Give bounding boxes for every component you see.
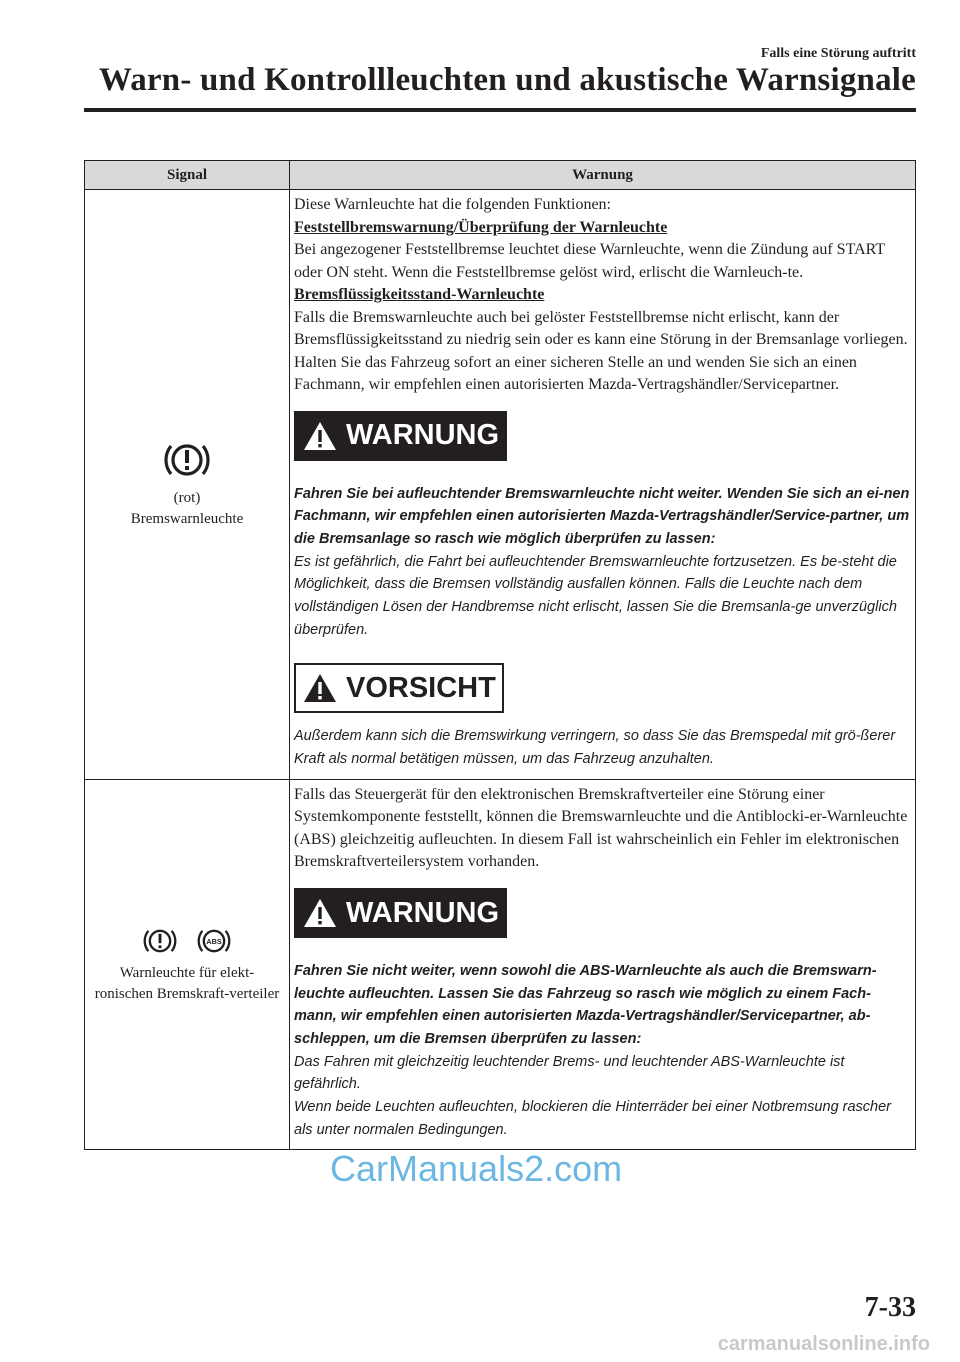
signal-label: Bremswarnleuchte [130,511,244,528]
col-signal-header: Signal [85,161,290,190]
warning-badge-label: WARNUNG [346,896,500,929]
subheading-brake-fluid: Bremsflüssigkeitsstand-Warnleuchte [294,286,545,303]
chapter-title: Warn- und Kontrollleuchten und akustische Warnsignale [98,62,916,98]
signal-label: Warnleuchte für elekt-ronischen Bremskraft-verteiler [94,964,280,1002]
signal-icons [93,925,281,957]
header-rule [84,108,916,112]
warning-detail-text: Es ist gefährlich, die Fahrt bei aufleuchtender Bremswarnleuchte fortzusetzen. Es be-steht die Möglichkeit, dass die Bremsen vollständig ausfallen können. Falls die Leuchte nach dem vollständigen Lösen der Handbremse nicht erlischt, lassen Sie die Bremsanla-ge unverzüglich überprüfen. [294,553,897,638]
brake-fluid-text: Falls die Bremswarnleuchte auch bei gelöster Feststellbremse nicht erlischt, kann der Bremsflüssigkeitsstand zu niedrig sein oder es kann eine Störung in der Bremsanlage vorliegen. Halten Sie das Fahrzeug sofort an einer sicheren Stelle an und wenden Sie sich an einen Fachmann, wir empfehlen einen autorisierten Mazda-Vertragshändler/Servicepartner. [294,308,908,393]
intro-text: Diese Warnleuchte hat die folgenden Funktionen: [294,196,611,213]
warning-badge [294,888,507,938]
abs-warning-icon [194,925,234,957]
warning-triangle-icon [302,897,338,929]
watermark-logo: CarManuals2.com [330,1148,623,1189]
caution-text: Außerdem kann sich die Bremswirkung verringern, so dass Sie das Bremspedal mit grö-ßerer Kraft als normal betätigen müssen, um das Fahrzeug anzuhalten. [294,728,896,768]
table-header-row [85,161,916,190]
warning-bold-text: Fahren Sie bei aufleuchtender Bremswarnleuchte nicht weiter. Wenden Sie sich an ei-nen Fachmann, wir empfehlen einen autorisierten Mazda-Vertragshändler/Service-partner, um die Bremsanlage so rasch wie möglich überprüfen zu lassen: [294,485,910,547]
intro-text: Falls das Steuergerät für den elektronischen Bremskraftverteiler eine Störung einer Systemkomponente feststellt, können die Bremswarnleuchte und die Antiblocki-er-Warnleuchte (ABS) gleichzeitig aufleuchten. In diesem Fall ist wahrscheinlich ein Fehler im elektronischen Bremskraftverteilersystem vorhanden. [294,785,908,871]
table-row [85,779,916,1150]
caution-triangle-icon [302,672,338,704]
warning-triangle-icon [302,420,338,452]
subheading-parking-brake: Feststellbremswarnung/Überprüfung der Warnleuchte [294,218,668,236]
section-title: Falls eine Störung auftritt [760,46,916,61]
signal-cell [85,779,290,1150]
warning-cell [290,779,916,1150]
parking-brake-text: Bei angezogener Feststellbremse leuchtet diese Warnleuchte, wenn die Zündung auf START oder ON steht. Wenn die Feststellbremse gelöst wird, erlischt die Warnleuch-te. [294,241,885,281]
signal-icons [93,438,281,482]
warning-badge-label: WARNUNG [346,419,500,452]
warning-detail-text-2: Wenn beide Leuchten aufleuchten, blockieren die Hinterräder bei einer Notbremsung rascher als unter normalen Bedingungen. [294,1099,892,1138]
table-row [85,190,916,780]
abs-icon-text: ABS [206,936,222,946]
warning-body [294,960,912,1142]
caution-badge [294,663,504,713]
caution-badge-label: VORSICHT [346,672,496,705]
warning-table [84,160,916,1150]
warning-body [294,483,912,642]
signal-color: (rot) [173,490,201,507]
signal-cell [85,190,290,780]
warning-badge [294,411,507,461]
brake-warning-icon [140,925,180,957]
warning-cell [290,190,916,780]
site-watermark: carmanualsonline.info [717,1333,930,1355]
warning-bold-text: Fahren Sie nicht weiter, wenn sowohl die ABS-Warnleuchte als auch die Bremswarn-leuchte aufleuchten. Lassen Sie das Fahrzeug so rasch wie möglich zu einem Fach-mann, wir empfehlen einen autorisierten Mazda-Vertragshändler/Servicepartner, ab-schleppen, um die Bremsen überprüfen zu lassen: [294,962,877,1047]
col-warning-header: Warnung [290,161,916,190]
page-number: 7-33 [864,1292,916,1323]
warning-detail-text-1: Das Fahren mit gleichzeitig leuchtender Brems- und leuchtender ABS-Warnleuchte ist gefährlich. [294,1053,845,1093]
brake-warning-icon [161,438,213,482]
